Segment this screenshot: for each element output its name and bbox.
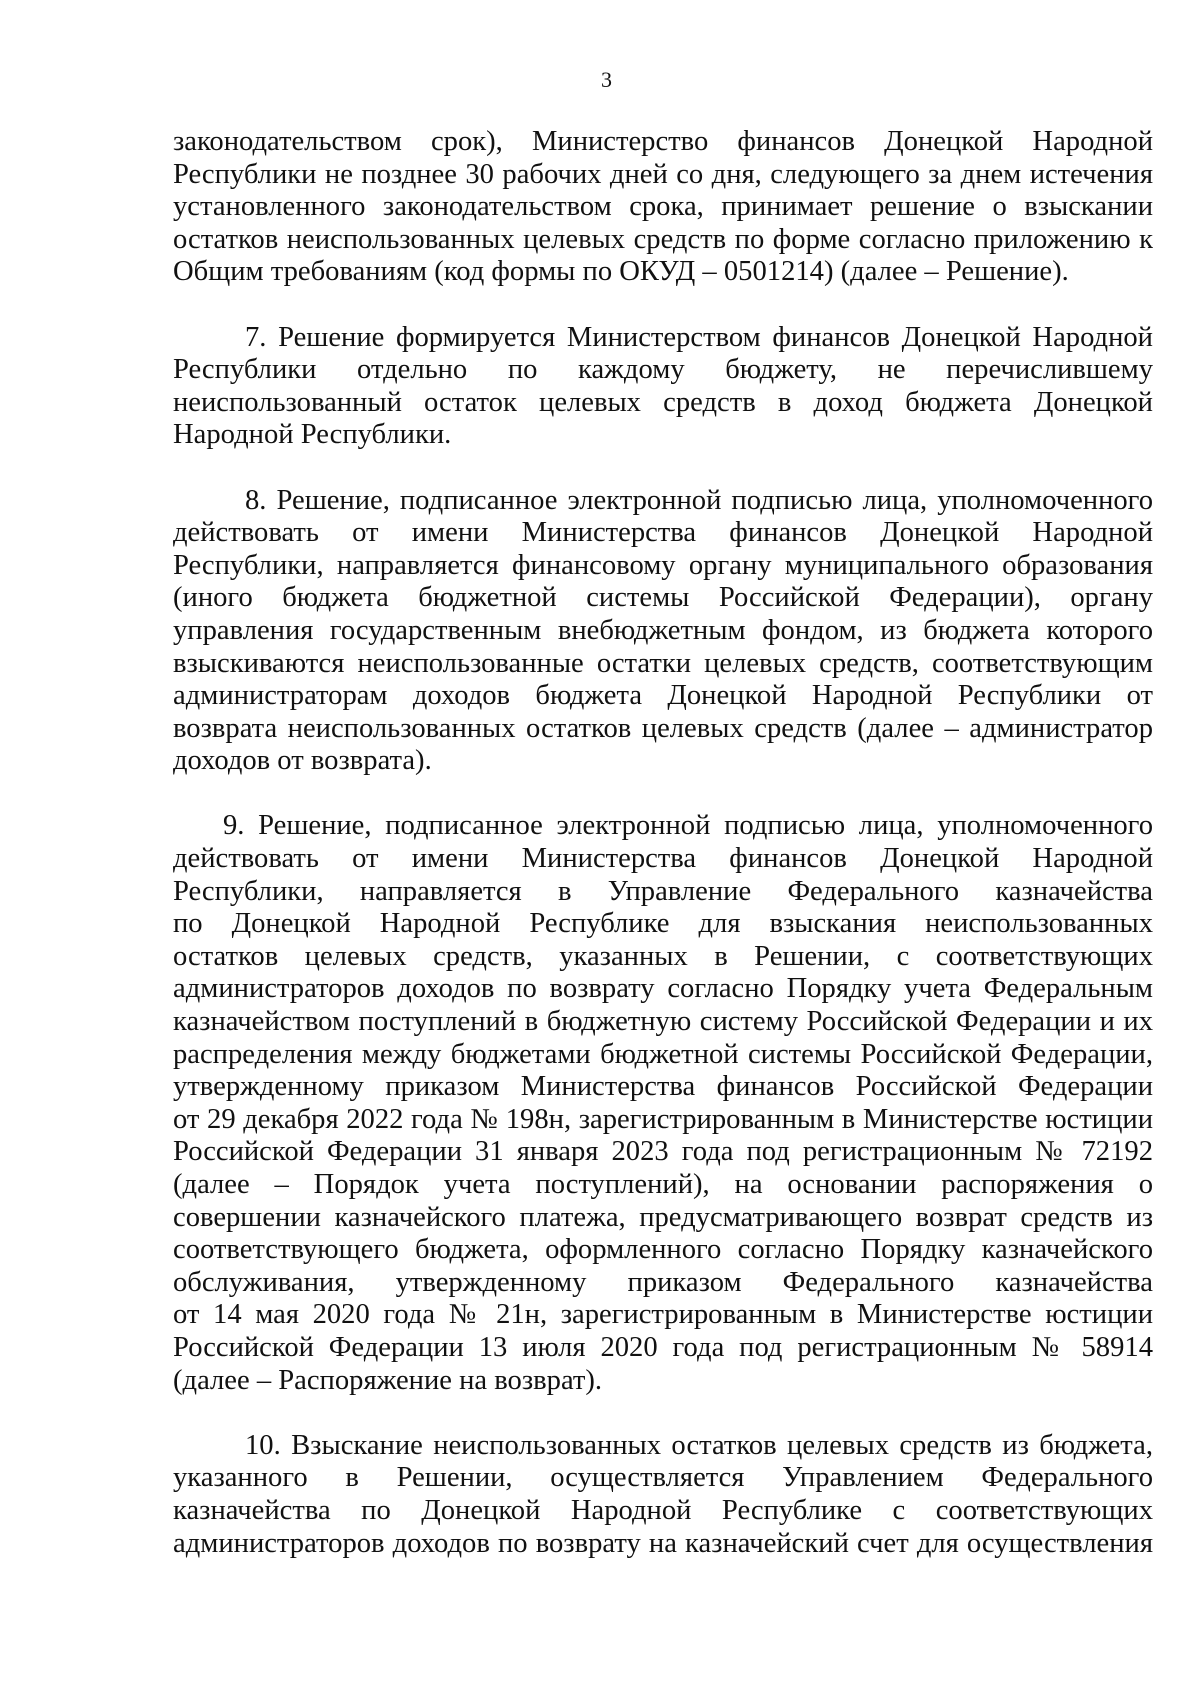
text-line: соответствующего бюджета, оформленного согласно Порядку казначейского xyxy=(173,1234,1153,1266)
text-line: распределения между бюджетами бюджетной системы Российской Федерации, xyxy=(173,1038,1153,1070)
text-line: от 14 мая 2020 года № 21н, зарегистрированным в Министерстве юстиции xyxy=(173,1299,1153,1331)
text-line: казначейством поступлений в бюджетную систему Российской Федерации и их xyxy=(173,1006,1153,1038)
text-line: действовать от имени Министерства финансов Донецкой Народной xyxy=(173,517,1153,549)
text-line: Республики, направляется финансовому органу муниципального образования xyxy=(173,549,1153,581)
text-line: Республики отдельно по каждому бюджету, не перечислившему xyxy=(173,354,1153,386)
text-line: Российской Федерации 13 июля 2020 года под регистрационным № 58914 xyxy=(173,1331,1153,1363)
text-line: действовать от имени Министерства финансов Донецкой Народной xyxy=(173,843,1153,875)
text-line: управления государственным внебюджетным фондом, из бюджета которого xyxy=(173,614,1153,646)
paragraph-8 xyxy=(173,485,1153,778)
text-line: неиспользованный остаток целевых средств в доход бюджета Донецкой xyxy=(173,386,1153,418)
text-line: 8. Решение, подписанное электронной подписью лица, уполномоченного xyxy=(245,484,1153,516)
text-line: утвержденному приказом Министерства финансов Российской Федерации xyxy=(173,1071,1153,1103)
text-line: доходов от возврата). xyxy=(173,745,432,777)
text-line: установленного законодательством срока, принимает решение о взыскании xyxy=(173,191,1153,223)
text-line: по Донецкой Народной Республике для взыскания неиспользованных xyxy=(173,908,1153,940)
paragraph-10 xyxy=(173,1430,1153,1560)
text-line: 7. Решение формируется Министерством финансов Донецкой Народной xyxy=(245,321,1153,353)
text-line: администраторам доходов бюджета Донецкой Народной Республики от xyxy=(173,680,1153,712)
text-line: администраторов доходов по возврату согласно Порядку учета Федеральным xyxy=(173,973,1153,1005)
document-body xyxy=(173,126,1153,1560)
text-line: взыскиваются неиспользованные остатки целевых средств, соответствующим xyxy=(173,647,1153,679)
text-line: остатков неиспользованных целевых средств по форме согласно приложению к xyxy=(173,223,1153,255)
paragraph-9 xyxy=(173,810,1153,1397)
text-line: (далее – Распоряжение на возврат). xyxy=(173,1364,603,1396)
text-line: администраторов доходов по возврату на казначейский счет для осуществления xyxy=(173,1527,1153,1559)
text-line: Республики не позднее 30 рабочих дней со дня, следующего за днем истечения xyxy=(173,158,1153,190)
text-line: указанного в Решении, осуществляется Управлением Федерального xyxy=(173,1462,1153,1494)
text-line: Общим требованиям (код формы по ОКУД – 0501214) (далее – Решение). xyxy=(173,256,1069,288)
text-line: Народной Республики. xyxy=(173,419,452,451)
text-line: совершении казначейского платежа, предусматривающего возврат средств из xyxy=(173,1201,1153,1233)
text-line: от 29 декабря 2022 года № 198н, зарегистрированным в Министерстве юстиции xyxy=(173,1103,1153,1135)
page-number: 3 xyxy=(601,67,612,92)
text-line: обслуживания, утвержденному приказом Федерального казначейства xyxy=(173,1266,1153,1298)
text-line: 9. Решение, подписанное электронной подписью лица, уполномоченного xyxy=(223,810,1153,842)
text-line: (иного бюджета бюджетной системы Российской Федерации), органу xyxy=(173,582,1153,614)
text-line: Республики, направляется в Управление Федерального казначейства xyxy=(173,875,1153,907)
text-line: Российской Федерации 31 января 2023 года под регистрационным № 72192 xyxy=(173,1136,1153,1168)
text-line: казначейства по Донецкой Народной Республике с соответствующих xyxy=(173,1494,1153,1526)
paragraph-7 xyxy=(173,322,1153,452)
text-line: возврата неиспользованных остатков целевых средств (далее – администратор xyxy=(173,712,1153,744)
paragraph-6-continuation xyxy=(173,126,1153,289)
text-line: остатков целевых средств, указанных в Решении, с соответствующих xyxy=(173,940,1153,972)
text-line: законодательством срок), Министерство финансов Донецкой Народной xyxy=(173,126,1153,157)
text-line: (далее – Порядок учета поступлений), на основании распоряжения о xyxy=(173,1169,1153,1200)
text-line: 10. Взыскание неиспользованных остатков целевых средств из бюджета, xyxy=(245,1429,1153,1461)
